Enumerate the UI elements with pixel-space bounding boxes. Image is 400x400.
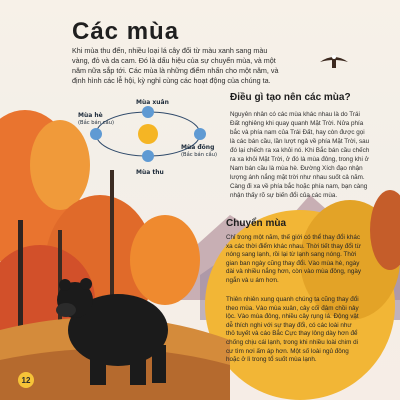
label-winter: Mùa đông xyxy=(181,144,215,151)
earth-autumn-icon xyxy=(142,150,154,162)
label-autumn: Mùa thu xyxy=(136,169,164,176)
label-summer: Mùa hè xyxy=(78,112,103,119)
earth-spring-icon xyxy=(142,106,154,118)
label-winter-sub: (Bắc bán cầu) xyxy=(181,152,218,158)
intro-paragraph: Khi mùa thu đến, nhiều loại lá cây đổi từ màu xanh sang màu vàng, đỏ và da cam. Đó là dấu hiệu của sự chuyển mùa, và một năm nữa sắp tới. Các mùa là những điểm nhấn cho một năm, và định hình các lễ hội, kỳ nghỉ cùng các hoạt động của chúng ta. xyxy=(72,46,279,85)
sun-icon xyxy=(138,124,158,144)
earth-summer-icon xyxy=(90,128,102,140)
page-title: Các mùa xyxy=(72,18,180,45)
cause-heading: Điều gì tạo nên các mùa? xyxy=(230,92,351,103)
season-change-paragraph-1: Chỉ trong một năm, thế giới có thể thay đổi khác xa các thời điểm khác nhau. Thời tiết thay đổi từ nóng sang lạnh, rồi lại từ lạnh sang nóng. Thời gian ban ngày cũng thay đổi. Vào mùa hè, ngày dài và nhiều nắng hơn, còn vào mùa đông, ngày ngắn và u ám hơn. xyxy=(226,234,362,284)
cause-paragraph: Nguyên nhân có các mùa khác nhau là do Trái Đất nghiêng khi quay quanh Mặt Trời. Nửa phía bắc và phía nam của Trái Đất, hay còn được gọi là các bán cầu, lần lượt ngả về phía Mặt Trời, sau đó lại chếch ra xa khỏi nó. Khi Bắc bán cầu chếch ra xa khỏi Mặt Trời, ở đó là mùa đông, trong khi ở Nam bán cầu là mùa hè. Đường Xích đạo nhận lượng ánh nắng mặt trời như nhau suốt cả năm. Càng đi xa về phía bắc hoặc phía nam, bạn càng nhận thấy rõ sự biến đổi của các mùa. xyxy=(230,111,370,199)
earth-winter-icon xyxy=(194,128,206,140)
label-summer-sub: (Bắc bán cầu) xyxy=(78,120,115,126)
season-change-paragraph-2: Thiên nhiên xung quanh chúng ta cũng thay đổi theo mùa. Vào mùa xuân, cây cối đâm chồi nảy lộc. Vào mùa đông, nhiều cây rụng lá. Động vật dễ thích nghi với sự thay đổi, có các loài như thỏ tuyết và cáo Bắc Cực thay lông dày hơn để chống chịu cái lạnh, trong khi nhiều loài chim di cư tìm nơi ấm áp hơn. Một số loài ngủ đông hoặc ở lì trong tổ suốt mùa lạnh. xyxy=(226,296,359,364)
label-spring: Mùa xuân xyxy=(136,99,169,106)
seasons-orbit-diagram xyxy=(78,90,218,180)
eagle-illustration xyxy=(320,55,348,68)
page-number: 12 xyxy=(18,372,34,388)
season-change-heading: Chuyển mùa xyxy=(226,218,287,229)
